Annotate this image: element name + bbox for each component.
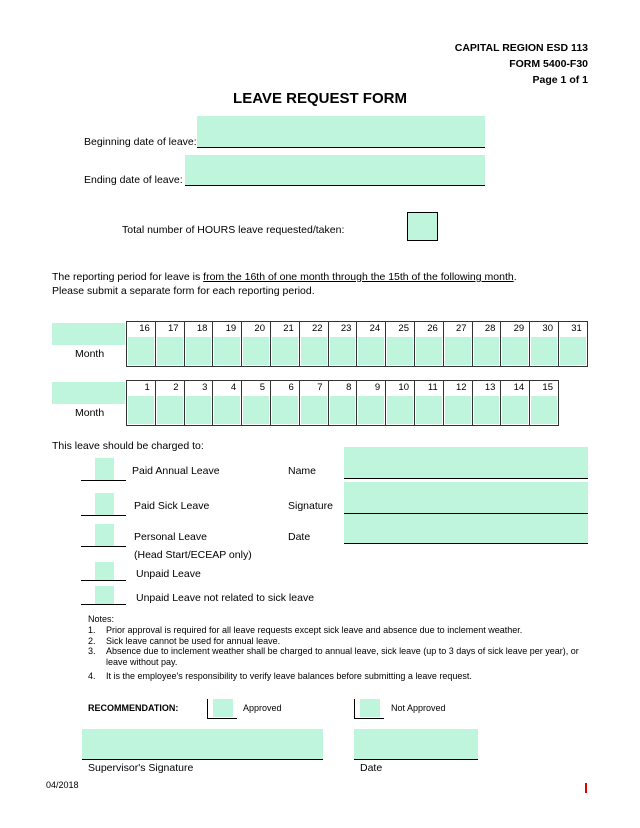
day-number: 26 [427,323,438,334]
paid-annual-checkbox[interactable] [95,458,114,481]
day-number: 27 [456,323,467,334]
total-hours-label: Total number of HOURS leave requested/taken: [122,224,345,236]
row2-day-cell-6[interactable] [270,380,300,426]
row1-day-cell-19[interactable] [212,321,242,367]
not-approved-checkbox[interactable] [354,699,384,719]
day-hours-field[interactable] [186,396,212,424]
day-number: 11 [427,382,438,393]
signature-label: Signature [288,500,333,512]
day-number: 17 [168,323,179,334]
day-hours-field[interactable] [243,396,269,424]
charge-heading: This leave should be charged to: [52,440,204,452]
row2-day-cell-8[interactable] [328,380,358,426]
day-number: 6 [288,382,294,393]
paid-annual-label: Paid Annual Leave [132,465,220,477]
day-hours-field[interactable] [474,337,500,365]
name-field[interactable] [344,447,588,479]
day-number: 3 [202,382,208,393]
reporting-suffix: . [513,271,517,283]
day-hours-field[interactable] [330,396,356,424]
day-number: 21 [283,323,294,334]
day-hours-field[interactable] [157,396,183,424]
day-hours-field[interactable] [531,337,557,365]
day-number: 22 [312,323,323,334]
day-number: 8 [346,382,352,393]
day-hours-field[interactable] [358,337,384,365]
row1-day-cell-20[interactable] [241,321,271,367]
red-mark [585,783,587,793]
row2-day-cell-12[interactable] [443,380,473,426]
note-text: It is the employee's responsibility to verify leave balances before submitting a leave request. [106,671,472,681]
row1-day-cell-26[interactable] [414,321,444,367]
day-hours-field[interactable] [502,396,528,424]
day-hours-field[interactable] [387,337,413,365]
day-number: 14 [513,382,525,393]
supervisor-date-label: Date [360,762,383,774]
row2-day-cell-14[interactable] [500,380,530,426]
day-number: 31 [571,323,582,334]
recommendation-label: RECOMMENDATION: [88,703,179,713]
personal-label: Personal Leave [134,531,207,543]
day-hours-field[interactable] [330,337,356,365]
unpaid-not-sick-label: Unpaid Leave not related to sick leave [136,592,315,604]
unpaid-not-sick-line [81,603,126,605]
beginning-date-label: Beginning date of leave: [84,136,197,148]
day-number: 16 [139,323,150,334]
reporting-underlined: from the 16th of one month through the 15th of the following month [203,271,514,283]
day-hours-field[interactable] [416,396,442,424]
day-hours-field[interactable] [445,396,471,424]
supervisor-signature-label: Supervisor's Signature [88,762,194,774]
day-hours-field[interactable] [186,337,212,365]
paid-sick-checkbox[interactable] [95,493,114,516]
unpaid-label: Unpaid Leave [136,568,201,580]
day-hours-field[interactable] [157,337,183,365]
row1-day-cell-25[interactable] [385,321,415,367]
supervisor-date-field[interactable] [354,729,478,760]
reporting-prefix: The reporting period for leave is [52,271,204,283]
month-field-1[interactable] [52,323,125,345]
day-hours-field[interactable] [128,337,154,365]
date-label: Date [288,531,311,543]
day-hours-field[interactable] [358,396,384,424]
day-number: 5 [259,382,265,393]
day-hours-field[interactable] [502,337,528,365]
day-number: 25 [398,323,409,334]
day-number: 10 [398,382,409,393]
page-number: Page 1 of 1 [532,74,588,86]
row2-day-cell-10[interactable] [385,380,415,426]
notes-list [88,625,593,682]
note-text: Absence due to inclement weather shall be charged to annual leave, sick leave (up to 3 days of sick leave per year), or leave without pay. [106,646,579,667]
paid-sick-label: Paid Sick Leave [134,500,210,512]
day-hours-field[interactable] [301,396,327,424]
day-number: 20 [254,323,265,334]
row2-day-cell-5[interactable] [241,380,271,426]
form-number: FORM 5400-F30 [509,58,588,70]
day-hours-field[interactable] [445,337,471,365]
row1-day-cell-29[interactable] [500,321,530,367]
day-hours-field[interactable] [272,396,298,424]
day-hours-field[interactable] [214,337,240,365]
row1-day-cell-24[interactable] [356,321,386,367]
day-number: 18 [196,323,208,334]
day-number: 29 [513,323,525,334]
note-item: 3. Absence due to inclement weather shall be charged to annual leave, sick leave (up to 3 days of sick leave per year), or leave without pay. [88,646,593,667]
day-number: 15 [542,382,553,393]
row1-day-cell-28[interactable] [472,321,502,367]
day-hours-field[interactable] [531,396,557,424]
day-hours-field[interactable] [301,337,327,365]
signature-field[interactable] [344,482,588,514]
approved-label: Approved [243,703,282,713]
day-hours-field[interactable] [474,396,500,424]
personal-note: (Head Start/ECEAP only) [134,549,252,561]
ending-date-label: Ending date of leave: [84,174,183,186]
row1-day-cell-22[interactable] [299,321,329,367]
not-approved-label: Not Approved [391,703,446,713]
day-number: 7 [317,382,323,393]
row2-day-cell-1[interactable] [126,380,156,426]
day-hours-field[interactable] [416,337,442,365]
month-label-1: Month [75,348,105,360]
row1-day-cell-23[interactable] [328,321,358,367]
day-hours-field[interactable] [272,337,298,365]
separate-form-text: Please submit a separate form for each reporting period. [52,285,315,297]
day-number: 24 [369,323,381,334]
day-number: 9 [374,382,381,393]
day-number: 28 [484,323,496,334]
row1-day-cell-30[interactable] [529,321,559,367]
row2-day-cell-7[interactable] [299,380,329,426]
note-item: 1. Prior approval is required for all leave requests except sick leave and absence due to inclement weather. [88,625,523,635]
row1-day-cell-27[interactable] [443,321,473,367]
day-hours-field[interactable] [243,337,269,365]
page-title: LEAVE REQUEST FORM [233,90,407,107]
supervisor-signature-field[interactable] [82,729,323,760]
row2-day-cell-4[interactable] [212,380,242,426]
day-hours-field[interactable] [387,396,413,424]
row2-day-cell-13[interactable] [472,380,502,426]
date-field[interactable] [344,514,588,544]
revision-date: 04/2018 [46,780,79,790]
paid-sick-line [81,514,126,516]
unpaid-line [81,579,126,581]
row1-day-cell-18[interactable] [184,321,214,367]
name-label: Name [288,465,317,477]
day-number: 2 [173,382,179,393]
day-number: 19 [225,323,237,334]
personal-checkbox[interactable] [95,524,114,547]
beginning-date-field[interactable] [197,116,485,148]
row1-day-cell-31[interactable] [558,321,588,367]
row2-day-cell-15[interactable] [529,380,559,426]
day-number: 4 [230,382,237,393]
day-number: 30 [542,323,553,334]
day-number: 1 [144,382,150,393]
note-text: Sick leave cannot be used for annual leave. [106,635,281,646]
day-hours-field[interactable] [560,337,586,365]
note-item: 2. Sick leave cannot be used for annual leave. [88,635,281,646]
row1-day-cell-21[interactable] [270,321,300,367]
day-number: 13 [484,382,496,393]
day-hours-field[interactable] [128,396,154,424]
ending-date-field[interactable] [185,155,485,186]
row2-day-cell-3[interactable] [184,380,214,426]
day-hours-field[interactable] [214,396,240,424]
note-item: 4. It is the employee's responsibility to verify leave balances before submitting a leave request. [88,671,472,681]
notes-heading: Notes: [88,614,115,624]
personal-line [81,545,126,547]
day-number: 23 [340,323,352,334]
month-label-2: Month [75,407,105,419]
row1-day-cell-16[interactable] [126,321,156,367]
row2-day-cell-9[interactable] [356,380,386,426]
row2-day-cell-2[interactable] [155,380,185,426]
row1-day-cell-17[interactable] [155,321,185,367]
reporting-period-text [52,271,517,283]
day-number: 12 [456,382,467,393]
approved-checkbox[interactable] [207,699,237,719]
month-field-2[interactable] [52,382,125,404]
note-text: Prior approval is required for all leave requests except sick leave and absence due to inclement weather. [106,625,523,635]
row2-day-cell-11[interactable] [414,380,444,426]
total-hours-field[interactable] [407,212,438,241]
org-name: CAPITAL REGION ESD 113 [454,42,588,54]
paid-annual-line [81,479,126,481]
